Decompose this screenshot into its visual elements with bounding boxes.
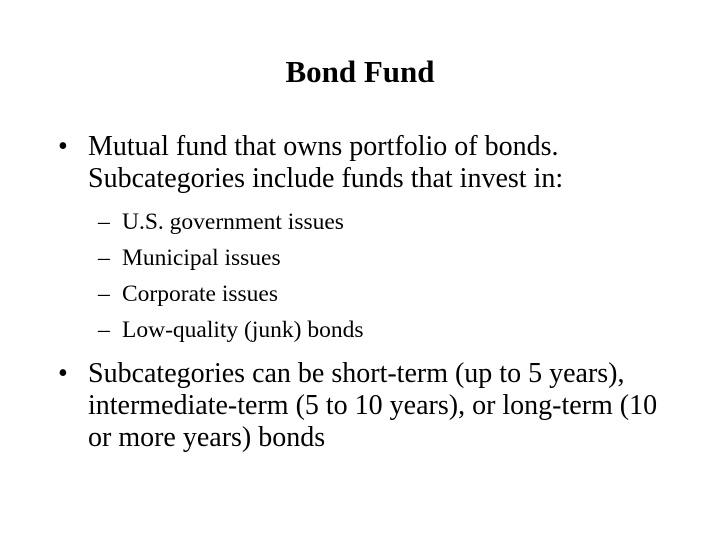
sub-bullet-marker: –: [98, 209, 110, 235]
sub-bullet-item: [98, 204, 658, 240]
bullet-text: Subcategories can be short-term (up to 5 years), intermediate-term (5 to 10 years), or long-term (10 or more years) bonds: [88, 358, 658, 453]
sub-bullet-marker: –: [98, 317, 110, 343]
sub-bullet-text: Corporate issues: [122, 281, 278, 307]
sub-bullet-item: [98, 240, 658, 276]
bullet-item: [58, 358, 678, 454]
slide-title: [0, 52, 720, 92]
sub-bullet-item: [98, 276, 658, 312]
slide-title-text: Bond Fund: [285, 54, 435, 89]
sub-bullet-marker: –: [98, 245, 110, 271]
sub-bullet-text: Municipal issues: [122, 245, 281, 271]
sub-bullet-item: [98, 312, 658, 348]
sub-bullet-list: [98, 204, 658, 348]
bullet-text: Mutual fund that owns portfolio of bonds. Subcategories include funds that invest in:: [88, 131, 564, 194]
sub-bullet-marker: –: [98, 281, 110, 307]
sub-bullet-text: Low-quality (junk) bonds: [122, 317, 364, 343]
sub-bullet-text: U.S. government issues: [122, 209, 344, 235]
bullet-marker: •: [58, 131, 68, 162]
bullet-marker: •: [58, 358, 68, 389]
bullet-item: [58, 131, 678, 195]
